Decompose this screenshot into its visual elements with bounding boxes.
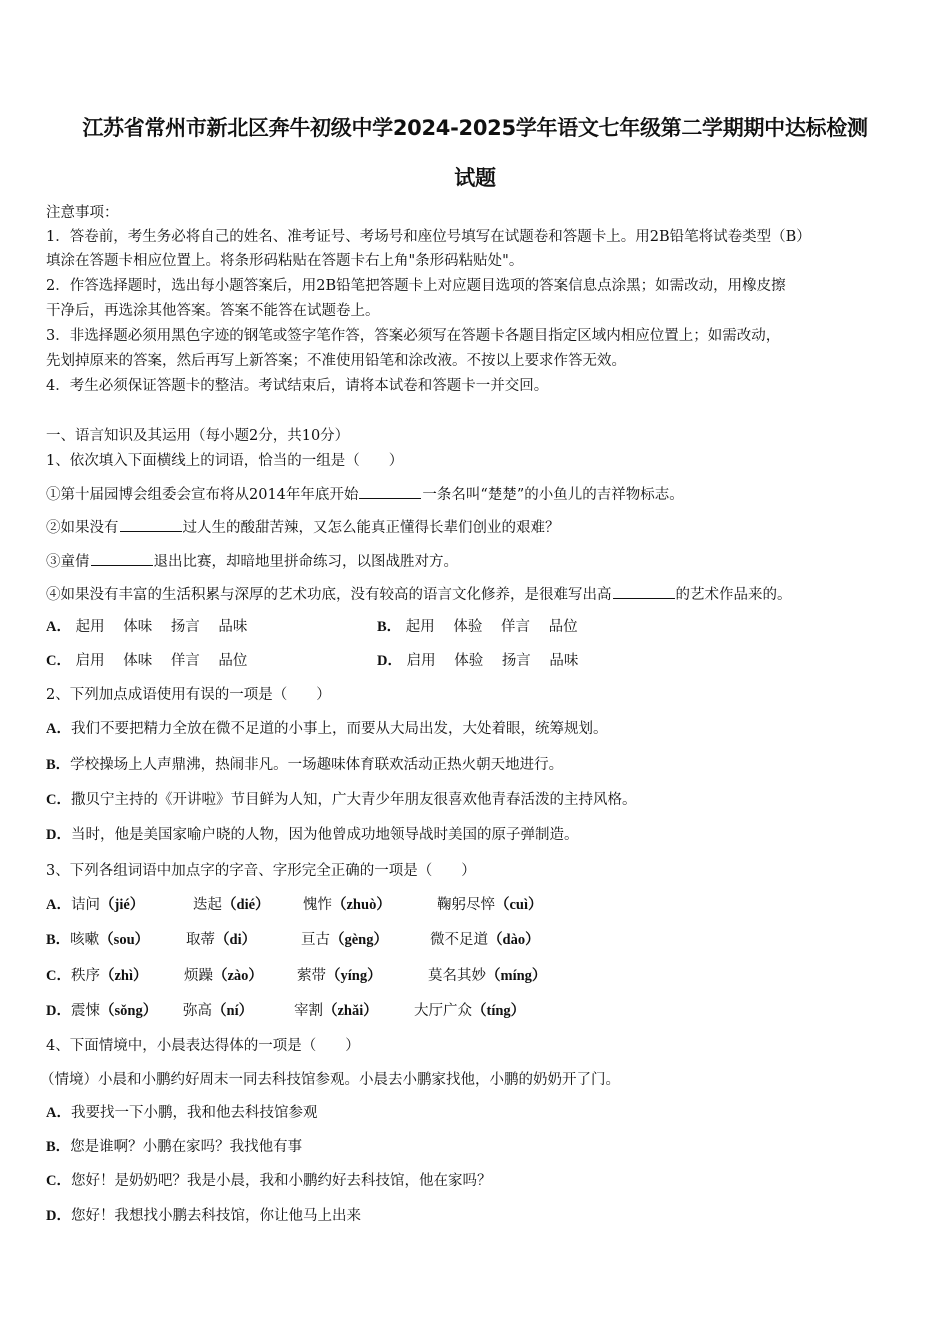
question-1-option-b	[377, 617, 592, 637]
option-text: 您好！是奶奶吧？我是小晨，我和小鹏约好去科技馆，他在家吗？	[70, 1173, 492, 1189]
option-word: 体验	[453, 619, 483, 635]
option-letter: A．	[46, 619, 71, 635]
pinyin: （sou）	[99, 932, 150, 948]
section-heading: 一、语言知识及其运用（每小题2分，共10分）	[46, 428, 350, 444]
item-text-after: 的艺术作品来的。	[675, 587, 792, 603]
term: 震悚	[70, 1003, 100, 1019]
question-4-option-d	[46, 1206, 361, 1226]
item-text-before: ④如果没有丰富的生活积累与深厚的艺术功底，没有较高的语言文化修养，是很难写出高	[46, 587, 612, 603]
option-text: 当时，他是美国家喻户晓的人物，因为他曾成功地领导战时美国的原子弹制造。	[70, 827, 579, 843]
pinyin: （dào）	[488, 932, 540, 948]
question-1-option-c	[46, 651, 261, 671]
question-3-stem: 3、下列各组词语中加点字的字音、字形完全正确的一项是（ ）	[46, 863, 476, 879]
fill-blank	[359, 484, 421, 499]
question-1-stem: 1、依次填入下面横线上的词语，恰当的一组是（ ）	[46, 453, 404, 469]
option-text: 撒贝宁主持的《开讲啦》节目鲜为人知，广大青少年朋友很喜欢他青春活泼的主持风格。	[70, 792, 637, 808]
question-4-option-c	[46, 1171, 491, 1191]
pinyin: （ní）	[212, 1003, 254, 1019]
notice-line: 填涂在答题卡相应位置上。将条形码粘贴在答题卡右上角"条形码粘贴处"。	[46, 253, 524, 269]
fill-blank	[120, 517, 182, 532]
term: 萦带	[297, 968, 326, 984]
pinyin: （zhì）	[99, 968, 148, 984]
notice-line: 3．非选择题必须用黑色字迹的钢笔或签字笔作答，答案必须写在答题卡各题目指定区域内相应位置上；如需改动，	[46, 328, 781, 344]
document-title-continued: 试题	[454, 166, 496, 190]
question-3-option-b-term	[430, 930, 540, 950]
option-letter: B．	[46, 932, 71, 948]
option-letter: C．	[46, 653, 71, 669]
notice-line: 1．答卷前，考生务必将自己的姓名、准考证号、考场号和座位号填写在试题卷和答题卡上。用2B铅笔将试卷类型（B）	[46, 229, 811, 245]
notice-line: 2．作答选择题时，选出每小题答案后，用2B铅笔把答题卡上对应题目选项的答案信息点涂黑；如需改动，用橡皮擦	[46, 278, 786, 294]
option-word: 扬言	[501, 653, 531, 669]
option-word: 品位	[218, 653, 248, 669]
option-text: 您是谁啊？小鹏在家吗？我找他有事	[70, 1139, 303, 1155]
term: 大厅广众	[414, 1003, 472, 1019]
question-3-option-a-term	[437, 895, 543, 915]
question-3-option-c	[46, 966, 148, 986]
question-2-option-c	[46, 790, 636, 810]
question-4-context: （情境）小晨和小鹏约好周末一同去科技馆参观。小晨去小鹏家找他，小鹏的奶奶开了门。	[40, 1072, 620, 1088]
question-3-option-a	[46, 895, 144, 915]
option-letter: A．	[46, 897, 71, 913]
option-word: 起用	[405, 619, 435, 635]
document-title: 江苏省常州市新北区奔牛初级中学2024-2025学年语文七年级第二学期期中达标检测	[82, 116, 868, 140]
option-letter: C．	[46, 1173, 71, 1189]
question-3-option-b-term	[301, 930, 388, 950]
option-word: 品味	[549, 653, 579, 669]
question-2-option-a	[46, 719, 607, 739]
option-letter: D．	[46, 1003, 71, 1019]
question-3-option-a-term	[303, 895, 391, 915]
option-word: 佯言	[501, 619, 530, 635]
term: 迭起	[193, 897, 222, 913]
question-1-item	[46, 517, 560, 538]
pinyin: （jié）	[99, 897, 145, 913]
term: 弥高	[183, 1003, 212, 1019]
question-3-option-d	[46, 1001, 157, 1021]
option-letter: B．	[46, 1139, 71, 1155]
option-letter: D．	[377, 653, 402, 669]
question-4-stem: 4、下面情境中，小晨表达得体的一项是（ ）	[46, 1038, 360, 1054]
term: 秩序	[70, 968, 100, 984]
option-text: 您好！我想找小鹏去科技馆，你让他马上出来	[70, 1208, 361, 1224]
term: 莫名其妙	[428, 968, 486, 984]
question-3-option-d-term	[183, 1001, 253, 1021]
pinyin: （sǒng）	[99, 1003, 158, 1019]
notice-line: 先划掉原来的答案，然后再写上新答案；不准使用铅笔和涂改液。不按以上要求作答无效。	[46, 353, 626, 369]
option-word: 品位	[548, 619, 578, 635]
pinyin: （míng）	[486, 968, 547, 984]
option-word: 体味	[123, 619, 153, 635]
pinyin: （gèng）	[330, 932, 388, 948]
term: 烦躁	[184, 968, 213, 984]
fill-blank	[613, 584, 675, 599]
question-2-stem: 2、下列加点成语使用有误的一项是（ ）	[46, 687, 331, 703]
notice-heading: 注意事项：	[46, 205, 119, 221]
question-3-option-d-term	[294, 1001, 378, 1021]
term: 宰割	[294, 1003, 323, 1019]
option-word: 启用	[75, 653, 105, 669]
option-text: 我要找一下小鹏，我和他去科技馆参观	[70, 1105, 318, 1121]
pinyin: （dié）	[222, 897, 270, 913]
question-3-option-b-term	[186, 930, 256, 950]
option-letter: B．	[377, 619, 402, 635]
term: 愧怍	[303, 897, 332, 913]
pinyin: （di）	[215, 932, 257, 948]
question-1-item	[46, 551, 458, 572]
option-letter: C．	[46, 968, 71, 984]
item-text-after: 退出比赛，却暗地里拼命练习，以图战胜对方。	[153, 554, 458, 570]
option-word: 佯言	[170, 653, 200, 669]
term: 诘问	[70, 897, 100, 913]
option-letter: A．	[46, 721, 71, 737]
option-word: 扬言	[170, 619, 200, 635]
term: 微不足道	[430, 932, 488, 948]
term: 亘古	[301, 932, 330, 948]
option-letter: D．	[46, 827, 71, 843]
pinyin: （cuì）	[495, 897, 543, 913]
question-3-option-c-term	[428, 966, 546, 986]
pinyin: （tíng）	[472, 1003, 526, 1019]
term: 鞠躬尽悴	[437, 897, 495, 913]
notice-line: 干净后，再选涂其他答案。答案不能答在试题卷上。	[46, 303, 380, 319]
question-4-option-a	[46, 1103, 317, 1123]
question-3-option-b	[46, 930, 149, 950]
question-2-option-b	[46, 755, 563, 775]
question-2-option-d	[46, 825, 578, 845]
option-letter: C．	[46, 792, 71, 808]
option-word: 品味	[218, 619, 248, 635]
pinyin: （zào）	[213, 968, 263, 984]
question-1-item	[46, 484, 684, 505]
fill-blank	[91, 551, 153, 566]
option-word: 起用	[75, 619, 105, 635]
option-word: 体验	[454, 653, 484, 669]
item-text-before: ①第十届园博会组委会宣布将从2014年年底开始	[46, 487, 359, 503]
question-1-option-a	[46, 617, 261, 637]
term: 咳嗽	[70, 932, 100, 948]
item-text-after: 过人生的酸甜苦辣，又怎么能真正懂得长辈们创业的艰难？	[182, 520, 560, 536]
option-letter: A．	[46, 1105, 71, 1121]
notice-line: 4．考生必须保证答题卡的整洁。考试结束后，请将本试卷和答题卡一并交回。	[46, 378, 549, 394]
option-text: 学校操场上人声鼎沸，热闹非凡。一场趣味体育联欢活动正热火朝天地进行。	[70, 757, 564, 773]
question-3-option-c-term	[297, 966, 382, 986]
option-word: 体味	[123, 653, 153, 669]
question-3-option-d-term	[414, 1001, 525, 1021]
item-text-before: ②如果没有	[46, 520, 119, 536]
option-word: 启用	[406, 653, 436, 669]
option-text: 我们不要把精力全放在微不足道的小事上，而要从大局出发，大处着眼，统筹规划。	[70, 721, 608, 737]
question-1-item	[46, 584, 792, 605]
item-text-after: 一条名叫“楚楚”的小鱼儿的吉祥物标志。	[422, 487, 684, 503]
pinyin: （zhuò）	[332, 897, 391, 913]
question-3-option-a-term	[193, 895, 270, 915]
question-1-option-d	[377, 651, 592, 671]
question-3-option-c-term	[184, 966, 263, 986]
option-letter: D．	[46, 1208, 71, 1224]
pinyin: （yíng）	[326, 968, 382, 984]
question-4-option-b	[46, 1137, 302, 1157]
option-letter: B．	[46, 757, 71, 773]
term: 取蒂	[186, 932, 215, 948]
item-text-before: ③童倩	[46, 554, 90, 570]
pinyin: （zhǎi）	[323, 1003, 378, 1019]
